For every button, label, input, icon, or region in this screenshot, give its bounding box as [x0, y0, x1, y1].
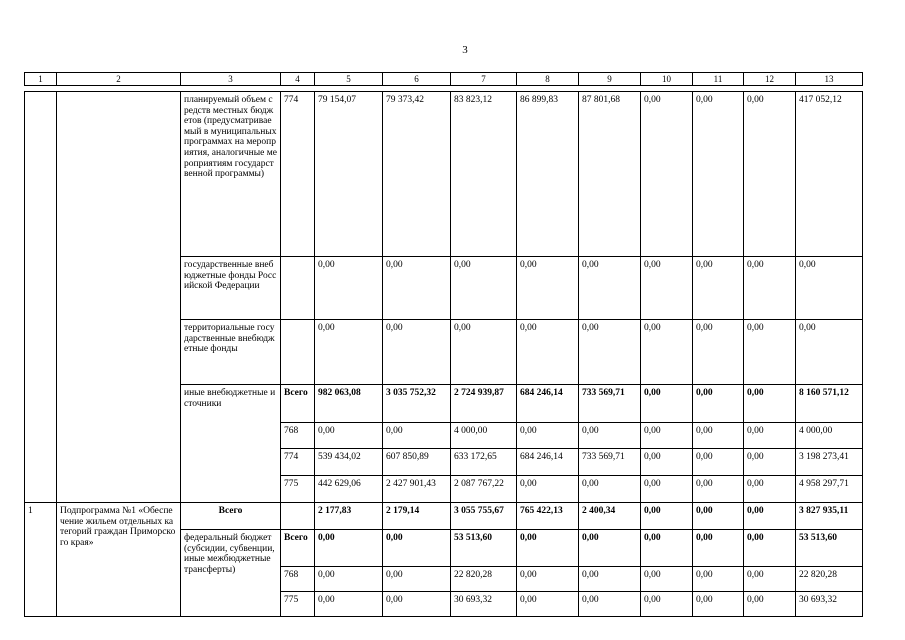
value-cell: 0,00 — [641, 503, 693, 530]
col-header: 6 — [383, 73, 451, 86]
value-cell: 0,00 — [517, 423, 579, 449]
value-cell: 733 569,71 — [579, 449, 641, 476]
value-cell: 53 513,60 — [451, 530, 517, 567]
code-cell — [281, 320, 315, 385]
budget-table — [24, 91, 863, 617]
value-cell: 765 422,13 — [517, 503, 579, 530]
value-cell: 442 629,06 — [315, 476, 383, 503]
value-cell: 30 693,32 — [451, 592, 517, 617]
value-cell: 0,00 — [315, 257, 383, 320]
value-cell: 2 724 939,87 — [451, 385, 517, 423]
value-cell: 2 177,83 — [315, 503, 383, 530]
value-cell: 79 373,42 — [383, 92, 451, 257]
value-cell: 3 035 752,32 — [383, 385, 451, 423]
code-cell — [281, 257, 315, 320]
column-header-table — [24, 72, 863, 86]
code-cell: Всего — [281, 385, 315, 423]
value-cell: 0,00 — [517, 320, 579, 385]
value-cell: 0,00 — [693, 449, 744, 476]
value-cell: 22 820,28 — [451, 567, 517, 592]
row-number-cell — [25, 92, 57, 503]
col-header: 10 — [641, 73, 693, 86]
value-cell: 0,00 — [641, 257, 693, 320]
col-header: 8 — [517, 73, 579, 86]
code-cell: 775 — [281, 592, 315, 617]
value-cell: 0,00 — [517, 567, 579, 592]
value-cell: 2 087 767,22 — [451, 476, 517, 503]
col-header: 9 — [579, 73, 641, 86]
value-cell: 0,00 — [579, 257, 641, 320]
value-cell: 0,00 — [383, 592, 451, 617]
value-cell: 0,00 — [744, 449, 796, 476]
program-name-cell — [57, 92, 181, 503]
value-cell: 0,00 — [693, 503, 744, 530]
funding-source-cell: территориальные государственные внебюджетные фонды — [181, 320, 281, 385]
value-cell: 0,00 — [641, 385, 693, 423]
funding-source-cell: Всего — [181, 503, 281, 530]
value-cell: 0,00 — [744, 503, 796, 530]
value-cell: 4 000,00 — [796, 423, 863, 449]
value-cell: 0,00 — [641, 92, 693, 257]
value-cell: 982 063,08 — [315, 385, 383, 423]
table-row — [25, 92, 863, 257]
value-cell: 0,00 — [744, 385, 796, 423]
value-cell: 0,00 — [579, 567, 641, 592]
value-cell: 0,00 — [579, 423, 641, 449]
value-cell: 0,00 — [315, 567, 383, 592]
value-cell: 0,00 — [383, 257, 451, 320]
value-cell: 0,00 — [693, 530, 744, 567]
value-cell: 8 160 571,12 — [796, 385, 863, 423]
col-header: 13 — [796, 73, 863, 86]
value-cell: 0,00 — [451, 320, 517, 385]
value-cell: 0,00 — [796, 320, 863, 385]
col-header: 12 — [744, 73, 796, 86]
value-cell: 0,00 — [579, 476, 641, 503]
value-cell: 633 172,65 — [451, 449, 517, 476]
value-cell: 0,00 — [315, 423, 383, 449]
value-cell: 0,00 — [641, 530, 693, 567]
col-header: 4 — [281, 73, 315, 86]
value-cell: 0,00 — [383, 423, 451, 449]
value-cell: 87 801,68 — [579, 92, 641, 257]
value-cell: 0,00 — [693, 592, 744, 617]
value-cell: 0,00 — [693, 92, 744, 257]
value-cell: 0,00 — [693, 257, 744, 320]
col-header: 11 — [693, 73, 744, 86]
funding-source-cell: федеральный бюджет (субсидии, субвенции, иные межбюджетные трансферты) — [181, 530, 281, 617]
funding-source-cell: иные внебюджетные источники — [181, 385, 281, 503]
value-cell: 0,00 — [744, 567, 796, 592]
value-cell: 0,00 — [315, 320, 383, 385]
row-number-cell: 1 — [25, 503, 57, 617]
value-cell: 2 179,14 — [383, 503, 451, 530]
col-header: 2 — [57, 73, 181, 86]
value-cell: 4 958 297,71 — [796, 476, 863, 503]
funding-source-cell: планируемый объем средств местных бюджетов (предусматриваемый в муниципальных программах на мероприятия, аналогичные мероприятиям государственной программы) — [181, 92, 281, 257]
funding-source-cell: государственные внебюджетные фонды Российской Федерации — [181, 257, 281, 320]
value-cell: 2 400,34 — [579, 503, 641, 530]
value-cell: 0,00 — [641, 567, 693, 592]
value-cell: 53 513,60 — [796, 530, 863, 567]
value-cell: 0,00 — [517, 476, 579, 503]
code-cell: 774 — [281, 449, 315, 476]
value-cell: 0,00 — [641, 449, 693, 476]
col-header: 1 — [25, 73, 57, 86]
value-cell: 0,00 — [517, 530, 579, 567]
value-cell: 4 000,00 — [451, 423, 517, 449]
value-cell: 3 827 935,11 — [796, 503, 863, 530]
value-cell: 0,00 — [315, 592, 383, 617]
value-cell: 684 246,14 — [517, 385, 579, 423]
value-cell: 0,00 — [579, 320, 641, 385]
value-cell: 83 823,12 — [451, 92, 517, 257]
value-cell: 0,00 — [451, 257, 517, 320]
value-cell: 0,00 — [517, 257, 579, 320]
value-cell: 0,00 — [744, 320, 796, 385]
value-cell: 0,00 — [383, 530, 451, 567]
code-cell — [281, 503, 315, 530]
value-cell: 0,00 — [579, 592, 641, 617]
value-cell: 0,00 — [796, 257, 863, 320]
value-cell: 0,00 — [315, 530, 383, 567]
value-cell: 0,00 — [579, 530, 641, 567]
value-cell: 0,00 — [693, 423, 744, 449]
col-header: 7 — [451, 73, 517, 86]
code-cell: 768 — [281, 567, 315, 592]
code-cell: 775 — [281, 476, 315, 503]
value-cell: 0,00 — [383, 567, 451, 592]
value-cell: 0,00 — [693, 320, 744, 385]
value-cell: 22 820,28 — [796, 567, 863, 592]
value-cell: 3 055 755,67 — [451, 503, 517, 530]
value-cell: 0,00 — [641, 320, 693, 385]
value-cell: 0,00 — [744, 257, 796, 320]
value-cell: 30 693,32 — [796, 592, 863, 617]
value-cell: 684 246,14 — [517, 449, 579, 476]
value-cell: 0,00 — [744, 423, 796, 449]
value-cell: 2 427 901,43 — [383, 476, 451, 503]
value-cell: 0,00 — [517, 592, 579, 617]
value-cell: 0,00 — [693, 385, 744, 423]
value-cell: 0,00 — [693, 567, 744, 592]
value-cell: 0,00 — [744, 92, 796, 257]
value-cell: 0,00 — [744, 592, 796, 617]
code-cell: 774 — [281, 92, 315, 257]
value-cell: 0,00 — [744, 530, 796, 567]
code-cell: 768 — [281, 423, 315, 449]
page-number: 3 — [462, 44, 468, 56]
program-name-cell: Подпрограмма №1 «Обеспечение жильем отдельных категорий граждан Приморского края» — [57, 503, 181, 617]
value-cell: 733 569,71 — [579, 385, 641, 423]
value-cell: 0,00 — [693, 476, 744, 503]
value-cell: 0,00 — [383, 320, 451, 385]
value-cell: 0,00 — [641, 592, 693, 617]
value-cell: 86 899,83 — [517, 92, 579, 257]
col-header: 3 — [181, 73, 281, 86]
value-cell: 0,00 — [641, 423, 693, 449]
value-cell: 0,00 — [744, 476, 796, 503]
value-cell: 539 434,02 — [315, 449, 383, 476]
value-cell: 0,00 — [641, 476, 693, 503]
column-header-row — [25, 73, 863, 86]
table-row — [25, 503, 863, 530]
value-cell: 607 850,89 — [383, 449, 451, 476]
code-cell: Всего — [281, 530, 315, 567]
value-cell: 79 154,07 — [315, 92, 383, 257]
value-cell: 417 052,12 — [796, 92, 863, 257]
col-header: 5 — [315, 73, 383, 86]
value-cell: 3 198 273,41 — [796, 449, 863, 476]
